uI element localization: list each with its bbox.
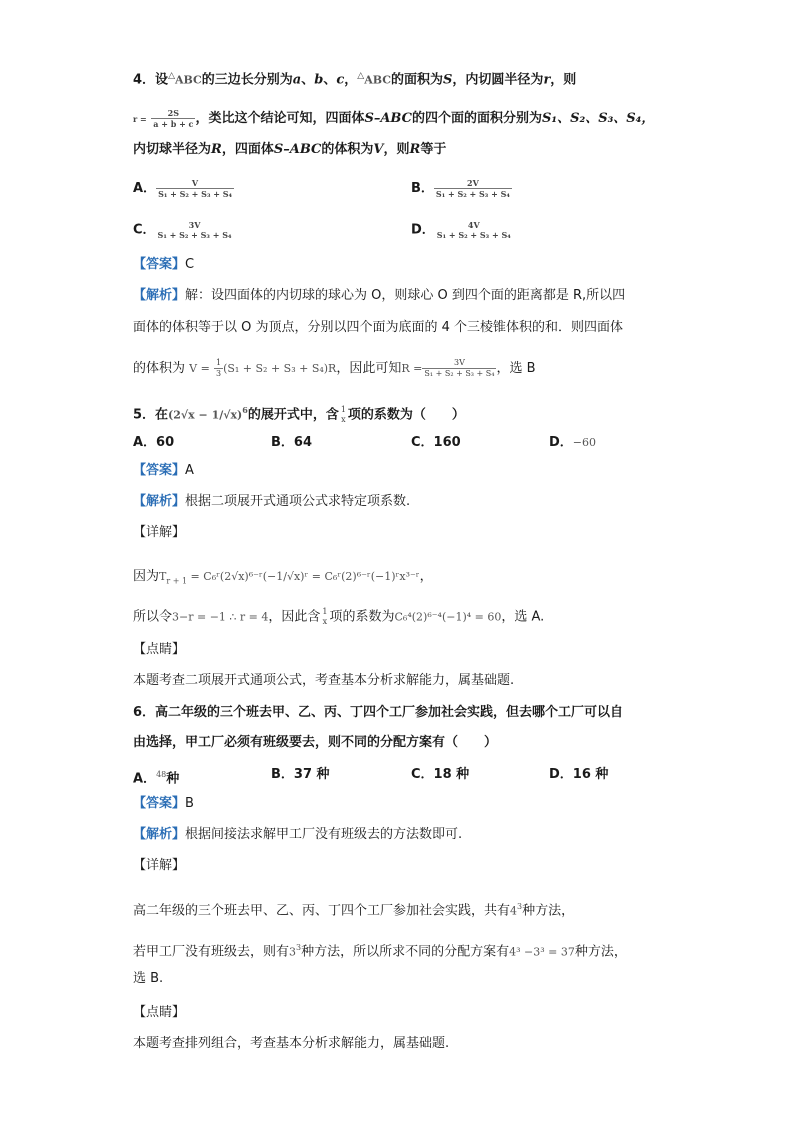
q4-option-c: C． 3V S₁ + S₂ + S₃ + S₄ [133, 220, 232, 240]
q6-stem-line-2: 由选择，甲工厂必须有班级要去，则不同的分配方案有（ ） [133, 735, 498, 750]
q5-detail-line-1: 因为$T_{r + 1}$ = C₆ʳ(2√x)⁶⁻ʳ(−1/√x)ʳ = C₆ʳ(2)⁶⁻ʳ(−1)ʳx³⁻ʳ， [133, 569, 433, 586]
q5-comment-tag: 【点睛】 [133, 642, 186, 657]
q4-option-b: B． $\frac{2V}{\text{S₁ + S₂ + S₃ + S₄}}$ [411, 178, 510, 199]
q5-stem: 5．在$(2√x - 1/√x)^6$的展开式中，含 1 x 项的系数为（ ） [133, 404, 465, 424]
q6-detail-line-3: 选 B. [133, 971, 164, 986]
q4-stem-line-3: 内切球半径为R，四面体S–ABC的体积为V，则R等于 [133, 142, 447, 157]
inradius-formula: $\frac{2S}{a + b + c}$ [153, 108, 194, 129]
q6-detail-tag: 【详解】 [133, 858, 186, 873]
q6-option-c: C．18 种 [411, 767, 470, 782]
q5-option-b: B．64 [271, 435, 312, 450]
q6-option-a: A．$^{48}$种 [133, 770, 180, 787]
q4-analysis-line-3: 的体积为 V = $\frac{1}{3}$ (S₁ + S₂ + S₃ + S₄)R，因此可知R = $\frac{3V}{\text{S₁ + S₂ + S₃ + S₄}}$ ，选 B [133, 358, 536, 378]
q6-detail-line-1: 高二年级的三个班去甲、乙、丙、丁四个工厂参加社会实践，共有$4^3$种方法， [133, 902, 575, 919]
q5-option-c: C．160 [411, 435, 461, 450]
q4-analysis-line-1: 【解析】解：设四面体的内切球的球心为 O，则球心 O 到四个面的距离都是 R,所以四 [133, 288, 626, 303]
q5-option-d: D．−60 [549, 435, 597, 450]
q4-option-a: A． $\frac{V}{\text{S₁ + S₂ + S₃ + S₄}}$ [133, 178, 233, 199]
q4-stem-line-1: 4．设△ABC的三边长分别为a、b、c，△ABC的面积为S，内切圆半径为r，则 [133, 71, 577, 88]
q5-comment: 本题考查二项展开式通项公式，考查基本分析求解能力，属基础题. [133, 673, 515, 688]
q4-stem-line-2: r = $\frac{2S}{a + b + c}$ ，类比这个结论可知，四面体S–ABC的四个面的面积分别为S₁、S₂、S₃、S₄， [133, 108, 655, 129]
q5-option-a: A．60 [133, 435, 175, 450]
q6-detail-line-2: 若甲工厂没有班级去，则有$3^3$种方法，所以所求不同的分配方案有4³ −3³ = 37种方法， [133, 943, 627, 960]
q5-detail-tag: 【详解】 [133, 525, 186, 540]
q6-stem-line-1: 6．高二年级的三个班去甲、乙、丙、丁四个工厂参加社会实践，但去哪个工厂可以自 [133, 705, 624, 720]
q4-option-d: D． 4V S₁ + S₂ + S₃ + S₄ [411, 220, 511, 240]
q5-detail-line-2: 所以令3−r = −1 ∴ r = 4，因此含 1 x 项的系数为C₆⁴(2)⁶⁻⁴(−1)⁴ = 60，选 A. [133, 607, 545, 626]
q6-option-b: B．37 种 [271, 767, 330, 782]
q6-answer: 【答案】B [133, 796, 194, 811]
q5-answer: 【答案】A [133, 463, 194, 478]
q6-option-d: D．16 种 [549, 767, 609, 782]
q4-analysis-line-2: 面体的体积等于以 O 为顶点，分别以四个面为底面的 4 个三棱锥体积的和．则四面体 [133, 320, 624, 335]
q6-comment: 本题考查排列组合，考查基本分析求解能力，属基础题. [133, 1036, 450, 1051]
q4-answer: 【答案】C [133, 257, 195, 272]
q6-comment-tag: 【点睛】 [133, 1005, 186, 1020]
q5-analysis: 【解析】根据二项展开式通项公式求特定项系数. [133, 494, 411, 509]
q6-analysis: 【解析】根据间接法求解甲工厂没有班级去的方法数即可. [133, 827, 463, 842]
